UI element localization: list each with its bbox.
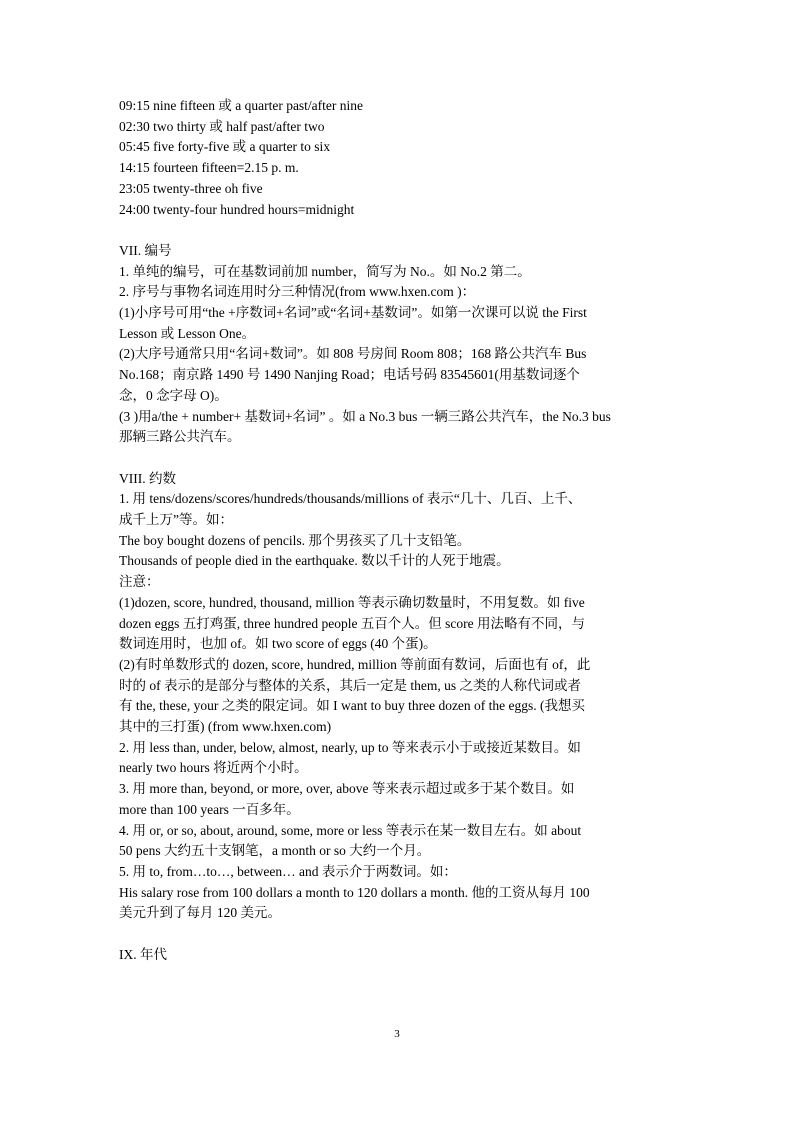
text-line: 念，0 念字母 O)。 bbox=[119, 387, 228, 403]
section-heading: VIII. 约数 bbox=[119, 470, 176, 486]
page-number: 3 bbox=[394, 1028, 400, 1040]
text-line: Lesson 或 Lesson One。 bbox=[119, 325, 256, 341]
text-line: His salary rose from 100 dollars a month to 120 dollars a month. 他的工资从每月 100 bbox=[119, 884, 590, 900]
text-line: 成千上万”等。如： bbox=[119, 512, 233, 528]
text-line: 那辆三路公共汽车。 bbox=[119, 429, 241, 445]
text-line: 3. 用 more than, beyond, or more, over, above 等来表示超过或多于某个数目。如 bbox=[119, 781, 575, 797]
section-approximate-numbers bbox=[119, 469, 679, 924]
time-line: 24:00 twenty-four hundred hours=midnight bbox=[119, 201, 355, 217]
text-line: (2)有时单数形式的 dozen, score, hundred, million 等前面有数词，后面也有 of，此 bbox=[119, 656, 591, 672]
text-line: 其中的三打蛋) (from www.hxen.com) bbox=[119, 719, 332, 735]
time-line: 14:15 fourteen fifteen=2.15 p. m. bbox=[119, 160, 299, 176]
text-line: No.168；南京路 1490 号 1490 Nanjing Road；电话号码 83545601(用基数词逐个 bbox=[119, 367, 580, 383]
time-line: 23:05 twenty-three oh five bbox=[119, 180, 263, 196]
text-line: (2)大序号通常只用“名词+数词”。如 808 号房间 Room 808；168 路公共汽车 Bus bbox=[119, 346, 587, 362]
text-line: 2. 序号与事物名词连用时分三种情况(from www.hxen.com )： bbox=[119, 284, 476, 300]
section-heading: VII. 编号 bbox=[119, 242, 172, 258]
text-line: 有 the, these, your 之类的限定词。如 I want to buy three dozen of the eggs. (我想买 bbox=[119, 698, 586, 714]
document-page bbox=[119, 96, 679, 965]
text-line: 注意： bbox=[119, 574, 160, 590]
text-line: Thousands of people died in the earthquake. 数以千计的人死于地震。 bbox=[119, 553, 510, 569]
time-line: 05:45 five forty-five 或 a quarter to six bbox=[119, 139, 331, 155]
section-numbering bbox=[119, 241, 679, 448]
time-line: 02:30 two thirty 或 half past/after two bbox=[119, 118, 325, 134]
spacer bbox=[119, 924, 679, 945]
text-line: 1. 用 tens/dozens/scores/hundreds/thousands/millions of 表示“几十、几百、上千、 bbox=[119, 491, 582, 507]
text-line: dozen eggs 五打鸡蛋, three hundred people 五百个人。但 score 用法略有不同，与 bbox=[119, 615, 586, 631]
text-line: 数词连用时，也加 of。如 two score of eggs (40 个蛋)。 bbox=[119, 636, 437, 652]
spacer bbox=[119, 448, 679, 469]
text-line: 5. 用 to, from…to…, between… and 表示介于两数词。如： bbox=[119, 863, 457, 879]
text-line: 4. 用 or, or so, about, around, some, more or less 等表示在某一数目左右。如 about bbox=[119, 822, 582, 838]
text-line: 2. 用 less than, under, below, almost, nearly, up to 等来表示小于或接近某数目。如 bbox=[119, 739, 581, 755]
text-line: nearly two hours 将近两个小时。 bbox=[119, 760, 308, 776]
time-line: 09:15 nine fifteen 或 a quarter past/after nine bbox=[119, 98, 364, 113]
text-line: (1)dozen, score, hundred, thousand, million 等表示确切数量时，不用复数。如 five bbox=[119, 594, 585, 610]
section-heading: IX. 年代 bbox=[119, 946, 167, 962]
text-line: more than 100 years 一百多年。 bbox=[119, 801, 300, 817]
text-line: 50 pens 大约五十支钢笔，a month or so 大约一个月。 bbox=[119, 843, 431, 859]
section-decades bbox=[119, 945, 679, 966]
text-line: The boy bought dozens of pencils. 那个男孩买了几十支铅笔。 bbox=[119, 532, 471, 548]
text-line: (1)小序号可用“the +序数词+名词”或“名词+基数词”。如第一次课可以说 the First bbox=[119, 305, 587, 321]
spacer bbox=[119, 220, 679, 241]
text-line: 1. 单纯的编号，可在基数词前加 number，简写为 No.。如 No.2 第二。 bbox=[119, 263, 531, 279]
text-line: 美元升到了每月 120 美元。 bbox=[119, 905, 281, 921]
text-line: 时的 of 表示的是部分与整体的关系，其后一定是 them, us 之类的人称代词或者 bbox=[119, 677, 581, 693]
time-list bbox=[119, 96, 679, 220]
text-line: (3 )用a/the + number+ 基数词+名词” 。如 a No.3 bus 一辆三路公共汽车，the No.3 bus bbox=[119, 408, 611, 424]
